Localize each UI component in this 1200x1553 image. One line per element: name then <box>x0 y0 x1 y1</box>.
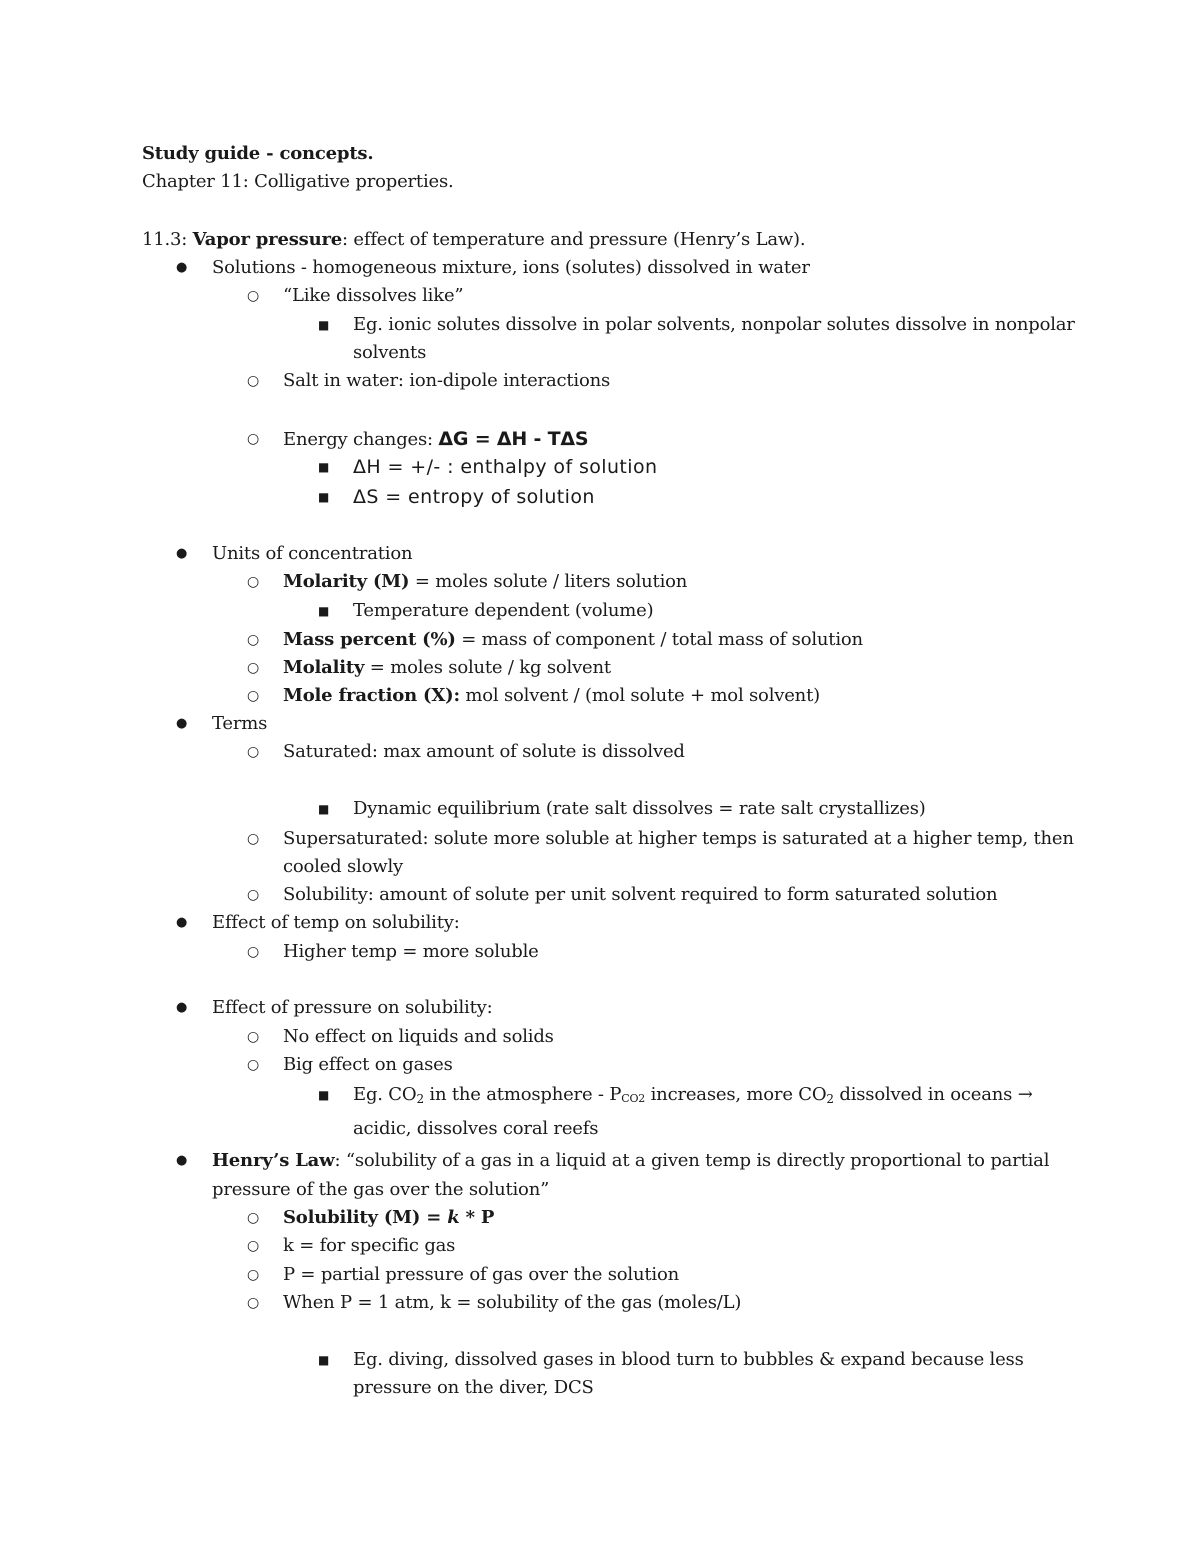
bullet-disc: ● <box>176 1153 188 1168</box>
co2-example-line1: Eg. $CO_2$ in the atmosphere - PCO2 increases, more $CO_2$ dissolved in oceans → <box>353 1084 1033 1106</box>
bullet-circle: ○ <box>247 944 260 960</box>
bullet-disc: ● <box>176 260 188 275</box>
bullet-circle: ○ <box>247 288 260 304</box>
doc-title: Study guide - concepts. <box>142 143 374 164</box>
diving-example-line2: pressure on the diver, DCS <box>353 1377 594 1398</box>
bullet-circle: ○ <box>247 1295 260 1311</box>
mole-fraction-item: Mole fraction (X): mol solvent / (mol solute + mol solvent) <box>283 685 820 706</box>
bullet-circle: ○ <box>247 1057 260 1073</box>
bullet-square: ■ <box>318 604 330 618</box>
ionic-example-line2: solvents <box>353 342 427 363</box>
bullet-circle: ○ <box>247 431 260 447</box>
molality-item: Molality = moles solute / kg solvent <box>283 657 611 678</box>
bullet-circle: ○ <box>247 887 260 903</box>
bullet-square: ■ <box>318 318 330 332</box>
mass-percent-item: Mass percent (%) = mass of component / total mass of solution <box>283 629 863 650</box>
chapter-heading: Chapter 11: Colligative properties. <box>142 171 454 192</box>
co2-example-line2: acidic, dissolves coral reefs <box>353 1118 599 1139</box>
bullet-circle: ○ <box>247 632 260 648</box>
bullet-circle: ○ <box>247 574 260 590</box>
diving-example-line1: Eg. diving, dissolved gases in blood turn to bubbles & expand because less <box>353 1349 1024 1370</box>
p-definition-item: P = partial pressure of gas over the solution <box>283 1264 679 1285</box>
salt-water-item: Salt in water: ion-dipole interactions <box>283 370 611 391</box>
bullet-disc: ● <box>176 546 188 561</box>
big-effect-item: Big effect on gases <box>283 1054 453 1075</box>
temp-effect-heading: Effect of temp on solubility: <box>212 912 460 933</box>
saturated-item: Saturated: max amount of solute is dissolved <box>283 741 685 762</box>
temperature-dependent-item: Temperature dependent (volume) <box>353 600 654 621</box>
molarity-item: Molarity (M) = moles solute / liters solution <box>283 571 688 592</box>
like-dissolves-item: “Like dissolves like” <box>283 285 464 306</box>
solubility-definition-item: Solubility: amount of solute per unit solvent required to form saturated solution <box>283 884 998 905</box>
bullet-circle: ○ <box>247 1267 260 1283</box>
bullet-square: ■ <box>318 490 330 504</box>
k-definition-item: k = for specific gas <box>283 1235 456 1256</box>
bullet-circle: ○ <box>247 660 260 676</box>
bullet-square: ■ <box>318 1088 330 1102</box>
bullet-square: ■ <box>318 460 330 474</box>
enthalpy-item: ΔH = +/- : enthalpy of solution <box>353 456 658 478</box>
one-atm-item: When P = 1 atm, k = solubility of the gas (moles/L) <box>283 1292 742 1313</box>
bullet-circle: ○ <box>247 744 260 760</box>
dynamic-equilibrium-item: Dynamic equilibrium (rate salt dissolves = rate salt crystallizes) <box>353 798 926 819</box>
units-heading: Units of concentration <box>212 543 413 564</box>
bullet-circle: ○ <box>247 1238 260 1254</box>
henrys-law-line2: pressure of the gas over the solution” <box>212 1179 550 1200</box>
section-heading: 11.3: Vapor pressure: effect of temperature and pressure (Henry’s Law). <box>142 229 806 250</box>
henrys-law-line1: Henry’s Law: “solubility of a gas in a liquid at a given temp is directly proportional to partial <box>212 1150 1050 1171</box>
bullet-circle: ○ <box>247 1210 260 1226</box>
energy-changes-item: Energy changes: ΔG = ΔH - TΔS <box>283 428 589 450</box>
bullet-circle: ○ <box>247 1029 260 1045</box>
supersaturated-line1: Supersaturated: solute more soluble at higher temps is saturated at a higher temp, then <box>283 828 1074 849</box>
bullet-disc: ● <box>176 915 188 930</box>
higher-temp-item: Higher temp = more soluble <box>283 941 539 962</box>
bullet-square: ■ <box>318 802 330 816</box>
ionic-example-line1: Eg. ionic solutes dissolve in polar solvents, nonpolar solutes dissolve in nonpolar <box>353 314 1075 335</box>
terms-heading: Terms <box>212 713 268 734</box>
bullet-circle: ○ <box>247 831 260 847</box>
bullet-disc: ● <box>176 716 188 731</box>
gibbs-equation: ΔG = ΔH - TΔS <box>438 428 589 450</box>
solutions-item: Solutions - homogeneous mixture, ions (solutes) dissolved in water <box>212 257 810 278</box>
supersaturated-line2: cooled slowly <box>283 856 403 877</box>
bullet-circle: ○ <box>247 688 260 704</box>
no-effect-item: No effect on liquids and solids <box>283 1026 554 1047</box>
henry-formula-item: Solubility (M) = k * P <box>283 1207 495 1228</box>
entropy-item: ΔS = entropy of solution <box>353 486 595 508</box>
pressure-effect-heading: Effect of pressure on solubility: <box>212 997 493 1018</box>
bullet-square: ■ <box>318 1353 330 1367</box>
bullet-circle: ○ <box>247 373 260 389</box>
bullet-disc: ● <box>176 1000 188 1015</box>
